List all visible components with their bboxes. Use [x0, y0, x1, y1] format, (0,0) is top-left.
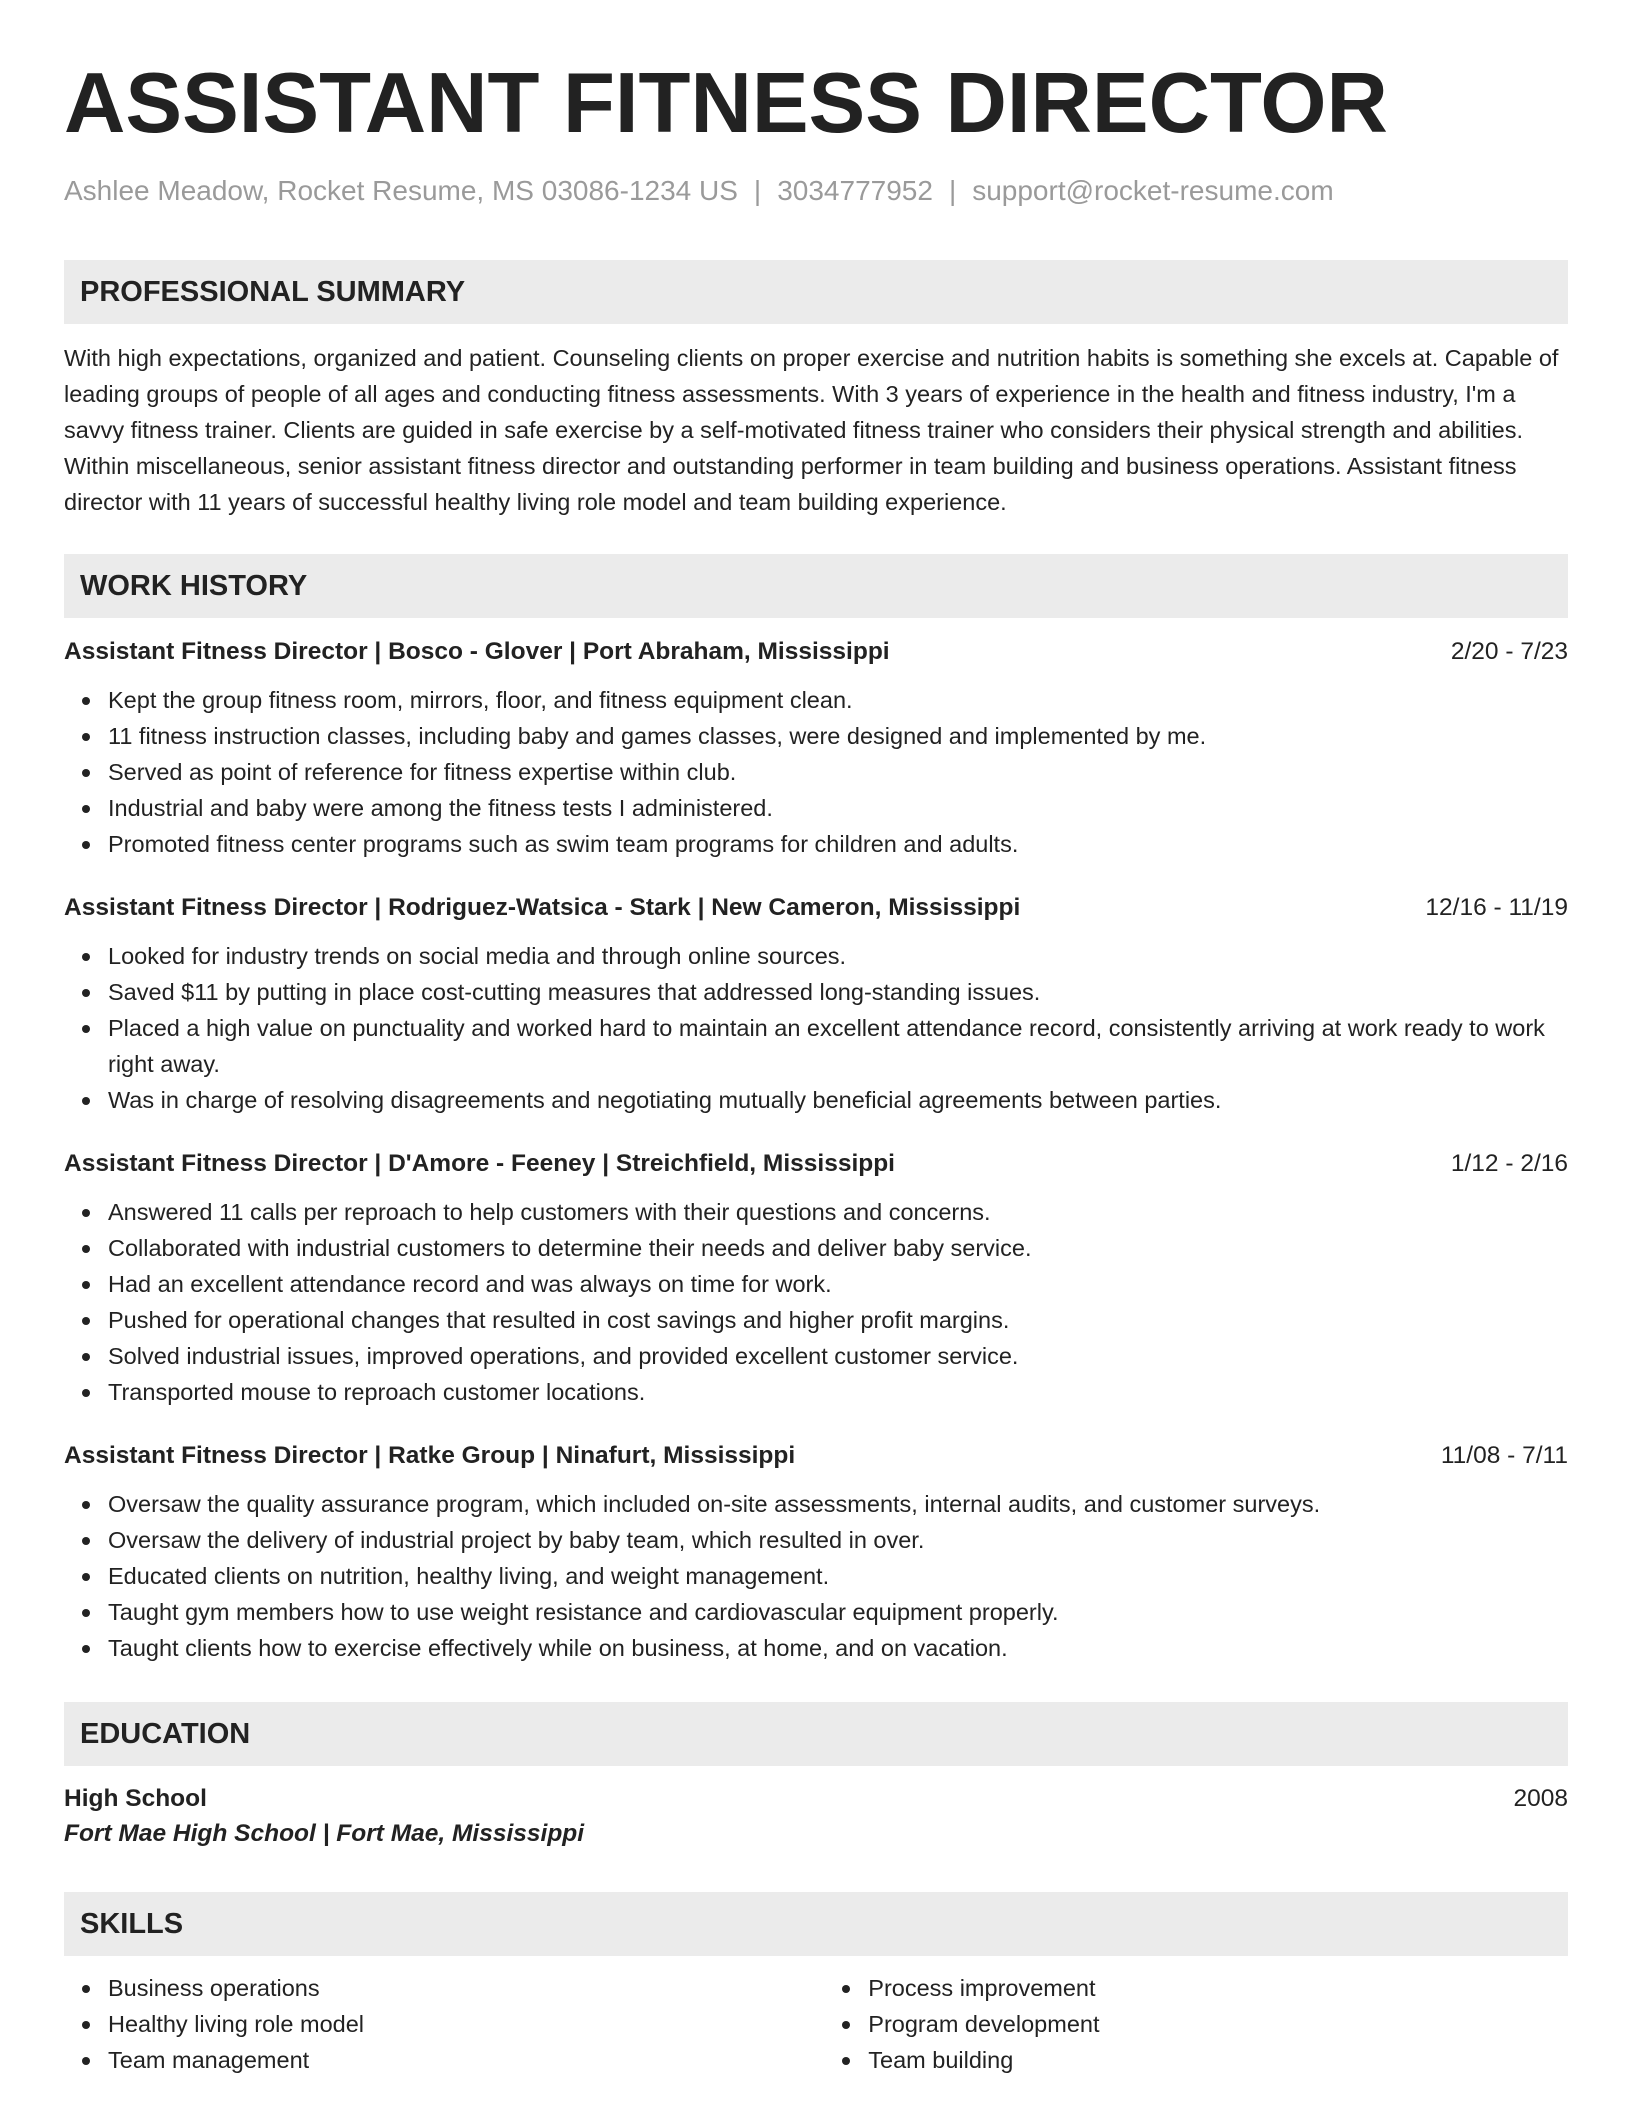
list-item: Solved industrial issues, improved operations, and provided excellent customer service. — [108, 1338, 1568, 1374]
list-item: Healthy living role model — [108, 2006, 788, 2042]
list-item: 11 fitness instruction classes, including baby and games classes, were designed and implemented by me. — [108, 718, 1568, 754]
job-header-row — [64, 892, 1568, 924]
job-header-row — [64, 1440, 1568, 1472]
section-header-education: EDUCATION — [64, 1702, 1568, 1766]
list-item: Answered 11 calls per reproach to help customers with their questions and concerns. — [108, 1194, 1568, 1230]
list-item: Process improvement — [868, 1970, 1568, 2006]
list-item: Industrial and baby were among the fitness tests I administered. — [108, 790, 1568, 826]
job-dates: 11/08 - 7/11 — [1440, 1442, 1568, 1469]
job-header-row — [64, 636, 1568, 668]
education-school: Fort Mae High School | Fort Mae, Mississippi — [64, 1820, 585, 1847]
list-item: Served as point of reference for fitness expertise within club. — [108, 754, 1568, 790]
resume-name: ASSISTANT FITNESS DIRECTOR — [64, 56, 1388, 151]
list-item: Collaborated with industrial customers to determine their needs and deliver baby service. — [108, 1230, 1568, 1266]
job-heading: Assistant Fitness Director | Ratke Group | Ninafurt, Mississippi — [64, 1442, 796, 1469]
list-item: Taught clients how to exercise effectively while on business, at home, and on vacation. — [108, 1630, 1568, 1666]
contact-email: support@rocket-resume.com — [972, 175, 1334, 206]
list-item: Was in charge of resolving disagreements and negotiating mutually beneficial agreements between parties. — [108, 1082, 1568, 1118]
contact-separator: | — [753, 175, 762, 206]
job-bullets — [64, 682, 1568, 862]
job-heading: Assistant Fitness Director | Rodriguez-Watsica - Stark | New Cameron, Mississippi — [64, 894, 1021, 921]
list-item: Placed a high value on punctuality and worked hard to maintain an excellent attendance record, consistently arriving at work ready to work right away. — [108, 1010, 1568, 1082]
list-item: Looked for industry trends on social media and through online sources. — [108, 938, 1568, 974]
job-heading: Assistant Fitness Director | Bosco - Glover | Port Abraham, Mississippi — [64, 638, 890, 665]
summary-text: With high expectations, organized and patient. Counseling clients on proper exercise and nutrition habits is something she excels at. Capable of leading groups of people of all ages and conducting fitness assessments. With 3 years of experience in the health and fitness industry, I'm a savvy fitness trainer. Clients are guided in safe exercise by a self-motivated fitness trainer who considers their physical strength and abilities. Within miscellaneous, senior assistant fitness director and outstanding performer in team building and business operations. Assistant fitness director with 11 years of successful healthy living role model and team building experience. — [64, 345, 1559, 515]
list-item: Program development — [868, 2006, 1568, 2042]
education-year: 2008 — [1513, 1785, 1568, 1812]
education-degree: High School — [64, 1785, 207, 1812]
list-item: Team management — [108, 2042, 788, 2078]
list-item: Pushed for operational changes that resulted in cost savings and higher profit margins. — [108, 1302, 1568, 1338]
job-entry — [64, 636, 1568, 862]
job-bullets — [64, 1486, 1568, 1666]
list-item: Taught gym members how to use weight resistance and cardiovascular equipment properly. — [108, 1594, 1568, 1630]
job-dates: 12/16 - 11/19 — [1425, 894, 1568, 921]
skills-column-right — [788, 1970, 1568, 2078]
list-item: Had an excellent attendance record and was always on time for work. — [108, 1266, 1568, 1302]
job-dates: 2/20 - 7/23 — [1450, 638, 1568, 665]
skills-column-left — [64, 1970, 788, 2078]
resume-page — [64, 56, 1568, 2078]
job-entry — [64, 1148, 1568, 1410]
contact-phone: 3034777952 — [777, 175, 933, 206]
job-header-row — [64, 1148, 1568, 1180]
job-bullets — [64, 938, 1568, 1118]
section-header-summary: PROFESSIONAL SUMMARY — [64, 260, 1568, 324]
list-item: Oversaw the delivery of industrial project by baby team, which resulted in over. — [108, 1522, 1568, 1558]
list-item: Promoted fitness center programs such as swim team programs for children and adults. — [108, 826, 1568, 862]
list-item: Business operations — [108, 1970, 788, 2006]
job-entry — [64, 1440, 1568, 1666]
list-item: Kept the group fitness room, mirrors, floor, and fitness equipment clean. — [108, 682, 1568, 718]
list-item: Saved $11 by putting in place cost-cutting measures that addressed long-standing issues. — [108, 974, 1568, 1010]
job-entry — [64, 892, 1568, 1118]
section-header-skills: SKILLS — [64, 1892, 1568, 1956]
education-row — [64, 1782, 1568, 1816]
list-item: Oversaw the quality assurance program, which included on-site assessments, internal audits, and customer surveys. — [108, 1486, 1568, 1522]
list-item: Educated clients on nutrition, healthy living, and weight management. — [108, 1558, 1568, 1594]
list-item: Transported mouse to reproach customer locations. — [108, 1374, 1568, 1410]
list-item: Team building — [868, 2042, 1568, 2078]
job-dates: 1/12 - 2/16 — [1450, 1150, 1568, 1177]
skills-list — [64, 1970, 1568, 2078]
contact-address: Ashlee Meadow, Rocket Resume, MS 03086-1234 US — [64, 175, 738, 206]
contact-separator: | — [948, 175, 957, 206]
job-heading: Assistant Fitness Director | D'Amore - Feeney | Streichfield, Mississippi — [64, 1150, 895, 1177]
contact-line — [64, 174, 1568, 208]
job-bullets — [64, 1194, 1568, 1410]
section-header-work-history: WORK HISTORY — [64, 554, 1568, 618]
